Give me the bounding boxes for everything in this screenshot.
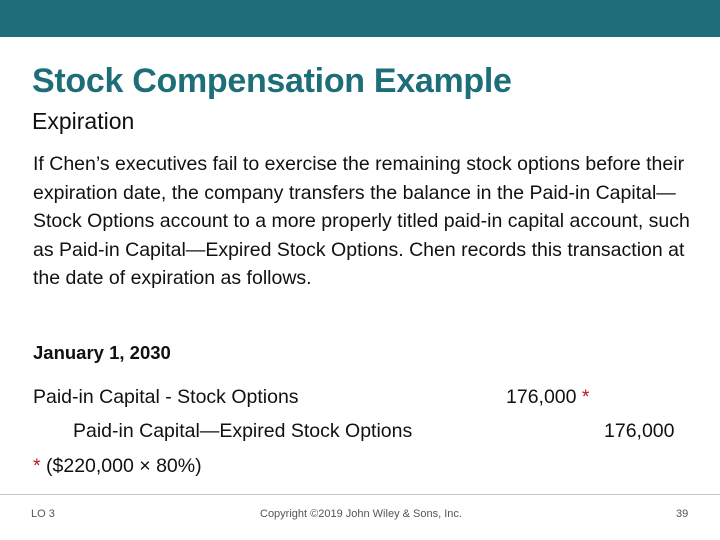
credit-account: Paid-in Capital—Expired Stock Options <box>73 420 413 442</box>
note-text: ($220,000 × 80%) <box>46 455 202 477</box>
slide-subtitle: Expiration <box>32 108 135 134</box>
entry-date: January 1, 2030 <box>33 342 171 363</box>
slide-title: Stock Compensation Example <box>32 62 512 100</box>
debit-amount-cell <box>506 386 590 409</box>
body-paragraph: If Chen’s executives fail to exercise the remaining stock options before their expiration date, the company transfers the balance in the Paid-in Capital—Stock Options account to a more properly titled paid-in capital account, such as Paid-in Capital—Expired Stock Options. Chen records this transaction at the date of expiration as follows. <box>33 153 690 289</box>
copyright-notice: Copyright ©2019 John Wiley & Sons, Inc. <box>260 508 462 520</box>
debit-amount: 176,000 <box>506 386 577 408</box>
learning-objective: LO 3 <box>31 508 55 520</box>
credit-amount: 176,000 <box>604 420 675 442</box>
debit-account: Paid-in Capital - Stock Options <box>33 386 299 408</box>
calculation-note <box>33 455 202 478</box>
page-number: 39 <box>676 508 689 520</box>
footer-divider <box>0 494 720 495</box>
top-banner <box>0 0 720 37</box>
note-marker: * <box>33 455 41 477</box>
debit-marker: * <box>581 386 590 408</box>
